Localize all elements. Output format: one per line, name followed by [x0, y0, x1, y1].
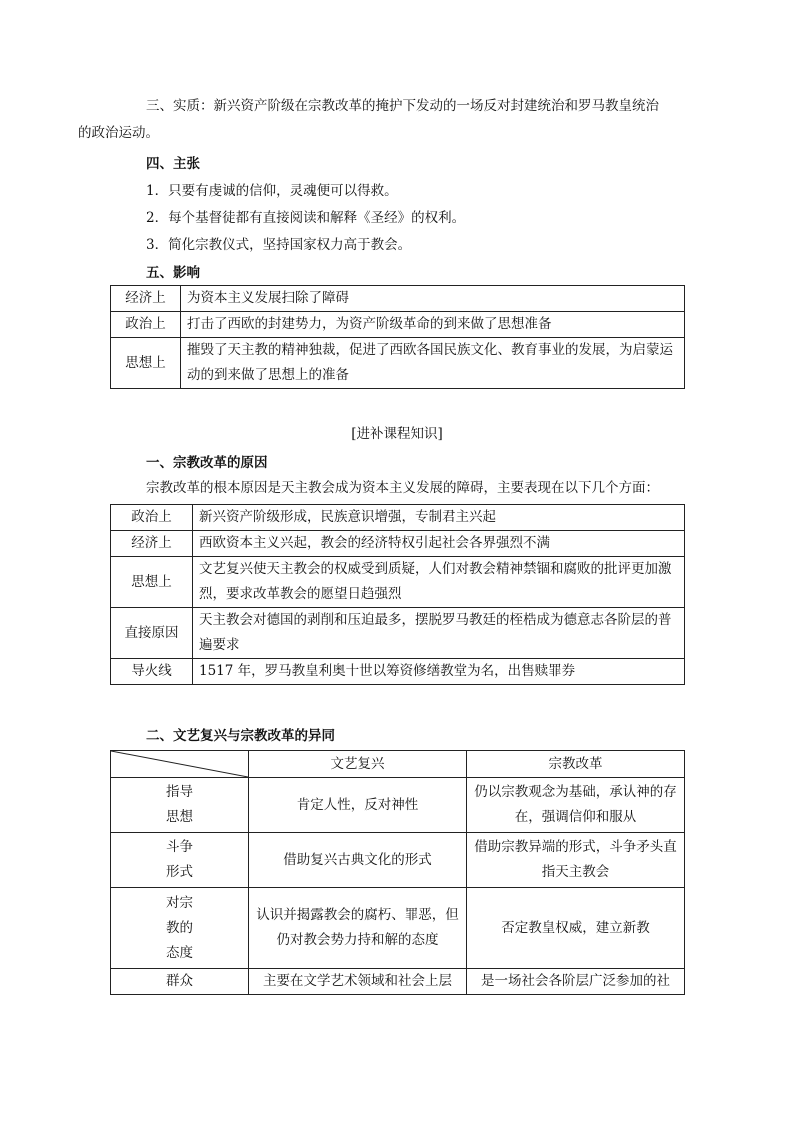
cause-label-economy: 经济上 [111, 531, 193, 557]
impact-text-thought: 摧毁了天主教的精神独裁，促进了西欧各国民族文化、教育事业的发展，为启蒙运动的到来做了思想上的准备 [181, 338, 685, 389]
col-header-renaissance: 文艺复兴 [249, 751, 467, 778]
table-row [111, 505, 685, 531]
row-label-text: 指导思想 [166, 784, 193, 825]
impact-table [110, 285, 685, 389]
table-row [111, 531, 685, 557]
cell-reformation-form: 借助宗教异端的形式，斗争矛头直指天主教会 [467, 833, 685, 888]
essence-line-1: 三、实质：新兴资产阶级在宗教改革的掩护下发动的一场反对封建统治和罗马教皇统治 [146, 98, 659, 114]
table-row [111, 778, 685, 833]
essence-paragraph [78, 93, 687, 147]
cause-label-politics: 政治上 [111, 505, 193, 531]
cell-renaissance-thought: 肯定人性，反对神性 [249, 778, 467, 833]
table-row [111, 659, 685, 685]
row-label-masses: 群众 [111, 969, 249, 995]
table-row [111, 608, 685, 659]
table-row [111, 969, 685, 995]
diagonal-header-cell [111, 751, 249, 778]
cell-reformation-masses: 是一场社会各阶层广泛参加的社 [467, 969, 685, 995]
impact-label-economy: 经济上 [111, 286, 181, 312]
essence-line-2: 的政治运动。 [78, 125, 159, 141]
impact-label-thought: 思想上 [111, 338, 181, 389]
row-label-guiding-thought [111, 778, 249, 833]
table-row [111, 338, 685, 389]
cell-renaissance-form: 借助复兴古典文化的形式 [249, 833, 467, 888]
cause-label-trigger: 导火线 [111, 659, 193, 685]
cause-text-thought: 文艺复兴使天主教会的权威受到质疑，人们对教会精神禁锢和腐败的批评更加激烈，要求改革教会的愿望日趋强烈 [193, 557, 685, 608]
col-header-reformation: 宗教改革 [467, 751, 685, 778]
causes-intro: 宗教改革的根本原因是天主教会成为资本主义发展的障碍，主要表现在以下几个方面： [146, 480, 659, 496]
causes-table [110, 504, 685, 685]
claim-item-1: 1．只要有虔诚的信仰，灵魂便可以得救。 [146, 183, 398, 199]
claim-item-2: 2．每个基督徒都有直接阅读和解释《圣经》的权利。 [146, 210, 466, 226]
impact-text-politics: 打击了西欧的封建势力，为资产阶级革命的到来做了思想准备 [181, 312, 685, 338]
impact-heading: 五、影响 [146, 265, 200, 281]
row-label-attitude [111, 888, 249, 969]
cause-text-trigger: 1517 年，罗马教皇利奥十世以筹资修缮教堂为名，出售赎罪券 [193, 659, 685, 685]
row-label-text: 对宗教的态度 [166, 894, 193, 961]
cause-label-thought: 思想上 [111, 557, 193, 608]
table-row [111, 833, 685, 888]
cell-reformation-attitude: 否定教皇权威，建立新教 [467, 888, 685, 969]
impact-text-economy: 为资本主义发展扫除了障碍 [181, 286, 685, 312]
compare-heading: 二、文艺复兴与宗教改革的异同 [146, 728, 335, 744]
cause-text-direct: 天主教会对德国的剥削和压迫最多，摆脱罗马教廷的桎梏成为德意志各阶层的普遍要求 [193, 608, 685, 659]
claims-heading: 四、主张 [146, 156, 200, 172]
cause-text-politics: 新兴资产阶级形成，民族意识增强，专制君主兴起 [193, 505, 685, 531]
causes-heading: 一、宗教改革的原因 [146, 455, 268, 471]
row-label-struggle-form [111, 833, 249, 888]
table-row [111, 312, 685, 338]
cell-renaissance-attitude: 认识并揭露教会的腐朽、罪恶，但仍对教会势力持和解的态度 [249, 888, 467, 969]
table-row [111, 888, 685, 969]
impact-label-politics: 政治上 [111, 312, 181, 338]
cause-label-direct: 直接原因 [111, 608, 193, 659]
cell-renaissance-masses: 主要在文学艺术领域和社会上层 [249, 969, 467, 995]
supplement-title: [进补课程知识] [351, 426, 443, 442]
table-row [111, 557, 685, 608]
compare-table [110, 750, 685, 995]
cell-reformation-thought: 仍以宗教观念为基础，承认神的存在，强调信仰和服从 [467, 778, 685, 833]
table-header-row [111, 751, 685, 778]
diagonal-line [111, 751, 248, 777]
cause-text-economy: 西欧资本主义兴起，教会的经济特权引起社会各界强烈不满 [193, 531, 685, 557]
row-label-text: 斗争形式 [166, 839, 193, 880]
claim-item-3: 3．简化宗教仪式，坚持国家权力高于教会。 [146, 237, 412, 253]
table-row [111, 286, 685, 312]
